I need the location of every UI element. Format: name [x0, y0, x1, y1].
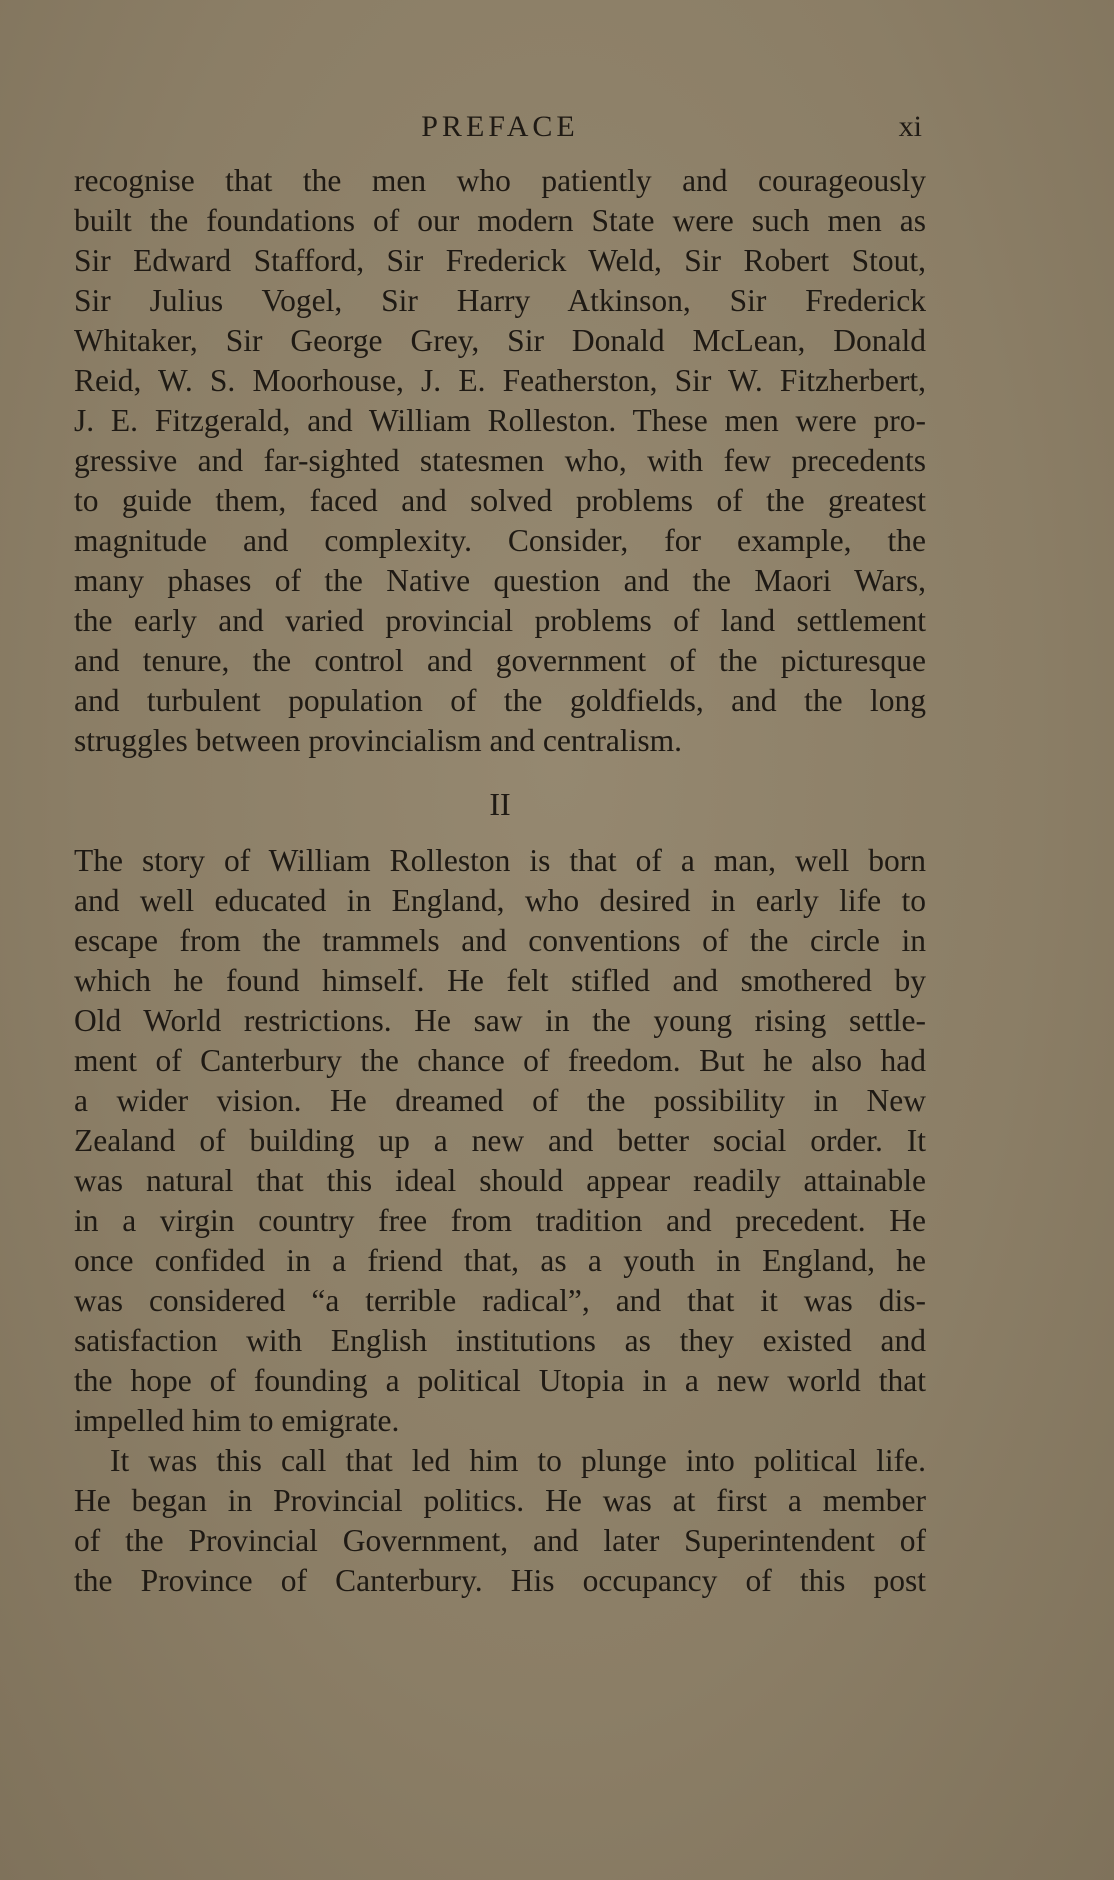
text-line: once confided in a friend that, as a youth in England, he — [74, 1243, 926, 1278]
text-line: the hope of founding a political Utopia in a new world that — [74, 1363, 926, 1398]
text-line: which he found himself. He felt stifled and smothered by — [74, 963, 926, 998]
text-line: built the foundations of our modern State were such men as — [74, 203, 926, 238]
text-line: and well educated in England, who desired in early life to — [74, 883, 926, 918]
text-line: Old World restrictions. He saw in the young rising settle- — [74, 1003, 926, 1038]
text-line: was natural that this ideal should appear readily attainable — [74, 1163, 926, 1198]
text-line: Sir Julius Vogel, Sir Harry Atkinson, Sir Frederick — [74, 283, 926, 318]
text-line: ment of Canterbury the chance of freedom. But he also had — [74, 1043, 926, 1078]
text-line: to guide them, faced and solved problems of the greatest — [74, 483, 926, 518]
text-line: the early and varied provincial problems of land settlement — [74, 603, 926, 638]
text-line: satisfaction with English institutions as they existed and — [74, 1323, 926, 1358]
page-number: xi — [898, 110, 922, 143]
text-line: Whitaker, Sir George Grey, Sir Donald McLean, Donald — [74, 323, 926, 358]
section-number: II — [489, 786, 511, 822]
text-line: struggles between provincialism and centralism. — [74, 723, 682, 758]
text-line: Reid, W. S. Moorhouse, J. E. Featherston, Sir W. Fitzherbert, — [74, 363, 926, 398]
text-line: magnitude and complexity. Consider, for example, the — [74, 523, 926, 558]
text-line: the Province of Canterbury. His occupancy of this post — [74, 1563, 926, 1598]
text-line: escape from the trammels and conventions of the circle in — [74, 923, 926, 958]
text-line: It was this call that led him to plunge into political life. — [110, 1443, 926, 1478]
text-line: gressive and far-sighted statesmen who, with few precedents — [74, 443, 926, 478]
text-line: Zealand of building up a new and better social order. It — [74, 1123, 926, 1158]
text-line: recognise that the men who patiently and courageously — [74, 163, 926, 198]
text-line: a wider vision. He dreamed of the possibility in New — [74, 1083, 926, 1118]
text-line: of the Provincial Government, and later Superintendent of — [74, 1523, 926, 1558]
text-line: J. E. Fitzgerald, and William Rolleston. These men were pro- — [74, 403, 926, 438]
text-line: impelled him to emigrate. — [74, 1403, 400, 1438]
text-line: The story of William Rolleston is that of a man, well born — [74, 843, 926, 878]
paragraph-3 — [74, 1441, 926, 1601]
paragraph-2 — [74, 841, 926, 1441]
text-line: He began in Provincial politics. He was at first a member — [74, 1483, 926, 1518]
text-line: in a virgin country free from tradition and precedent. He — [74, 1203, 926, 1238]
text-line: Sir Edward Stafford, Sir Frederick Weld, Sir Robert Stout, — [74, 243, 926, 278]
text-line: was considered “a terrible radical”, and that it was dis- — [74, 1283, 926, 1318]
body-text — [74, 161, 926, 1601]
running-title: PREFACE — [421, 110, 579, 143]
text-line: and turbulent population of the goldfields, and the long — [74, 683, 926, 718]
text-line: many phases of the Native question and the Maori Wars, — [74, 563, 926, 598]
text-line: and tenure, the control and government of the picturesque — [74, 643, 926, 678]
running-head — [74, 110, 926, 150]
paragraph-1 — [74, 161, 926, 761]
